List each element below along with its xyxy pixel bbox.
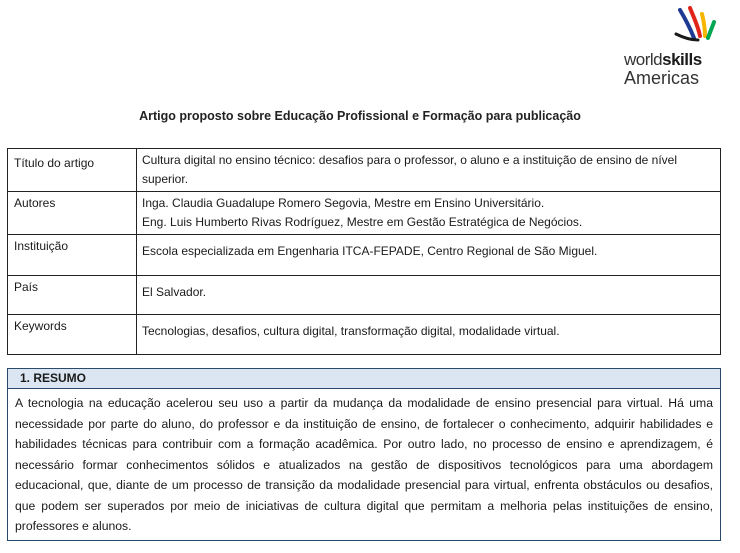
resumo-section [7, 368, 721, 541]
row-value-title: Cultura digital no ensino técnico: desafios para o professor, o aluno e a instituição de ensino de nível superior. [137, 149, 721, 192]
table-row [8, 235, 721, 276]
logo-wordmark [624, 51, 702, 69]
article-metadata-table [7, 148, 721, 355]
worldskills-swoosh-icon [672, 4, 720, 52]
row-key: Autores [8, 192, 137, 235]
resumo-body: A tecnologia na educação acelerou seu uso a partir da mudança da modalidade de ensino presencial para virtual. Há uma necessidade por parte do aluno, do professor e da instituição de ensino, de fortalecer o conhecimento, adquirir habilidades e habilidades técnicas para contribuir com a formação acadêmica. Por outro lado, no processo de ensino e aprendizagem, é necessário formar conhecimentos sólidos e atualizados na gestão de dispositivos tecnológicos para uma abordagem educacional, que, diante de um processo de transição da modalidade presencial para virtual, enfrenta obstáculos ou desafios, que podem ser superados por meio de iniciativas de cultura digital que permitam a melhoria pelas instituições de ensino, professores e alunos. [15, 396, 713, 533]
table-row [8, 149, 721, 192]
row-value-keywords [137, 315, 721, 355]
logo-word-skills: skills [662, 50, 702, 69]
row-key: País [8, 276, 137, 315]
table-row [8, 276, 721, 315]
logo-word-americas: Americas [624, 68, 700, 88]
table-row [8, 315, 721, 355]
country-text: El Salvador. [142, 285, 207, 299]
row-key: Keywords [8, 315, 137, 355]
keywords-text: Tecnologias, desafios, cultura digital, transformação digital, modalidade virtual. [142, 324, 560, 338]
author-line: Eng. Luis Humberto Rivas Rodríguez, Mestre em Gestão Estratégica de Negócios. [142, 215, 583, 229]
row-key: Instituição [8, 235, 137, 276]
document-title: Artigo proposto sobre Educação Profissional e Formação para publicação [139, 109, 581, 123]
row-value-institution [137, 235, 721, 276]
author-line: Inga. Claudia Guadalupe Romero Segovia, Mestre em Ensino Universitário. [142, 196, 545, 210]
row-value-authors [137, 192, 721, 235]
logo-word-world: world [624, 50, 663, 69]
table-row [8, 192, 721, 235]
row-value-country [137, 276, 721, 315]
resumo-heading: 1. RESUMO [8, 369, 720, 389]
institution-text: Escola especializada em Engenharia ITCA-FEPADE, Centro Regional de São Miguel. [142, 244, 598, 258]
worldskills-americas-logo [622, 4, 722, 88]
row-key: Título do artigo [8, 149, 137, 192]
